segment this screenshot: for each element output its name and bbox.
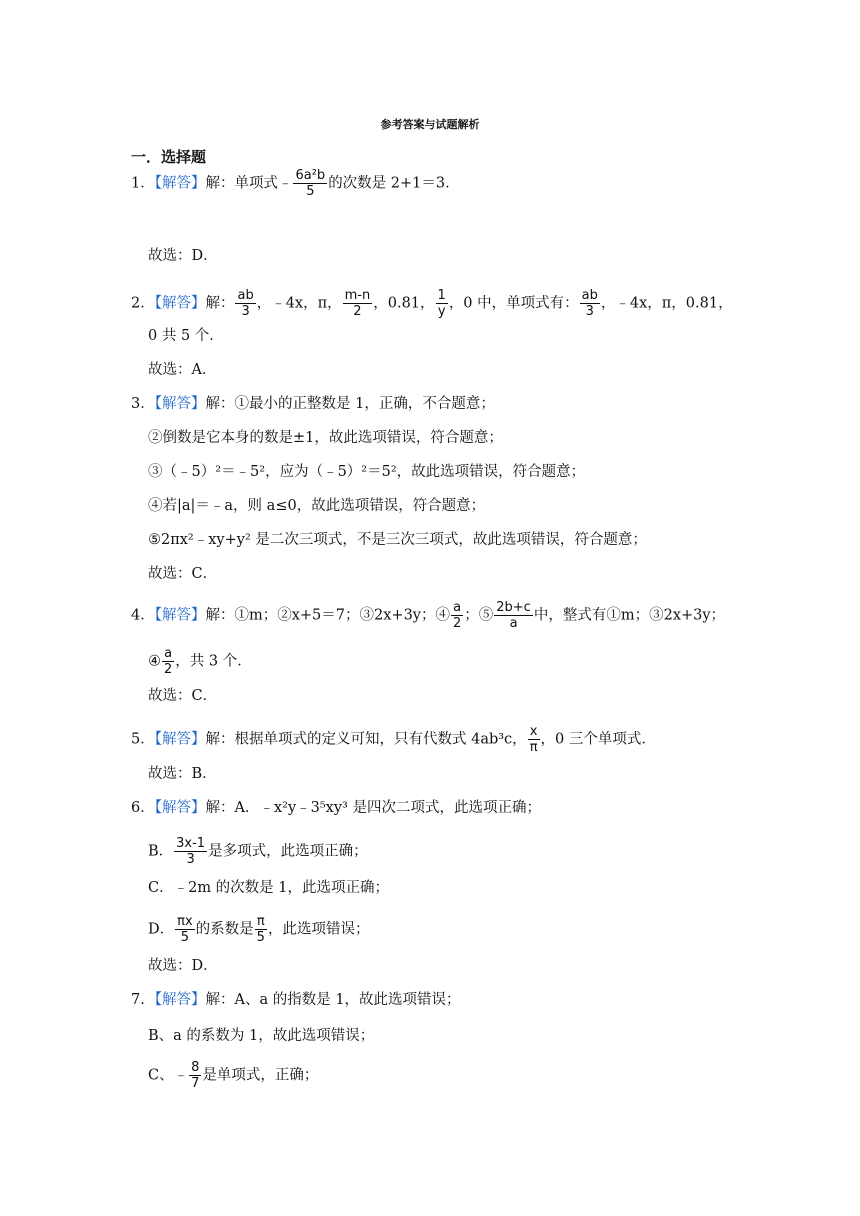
fraction: $\frac{x}{\pi}$ — [529, 724, 538, 755]
q7-line3: C、﹣ $\frac{8}{7}$ 是单项式，正确； — [148, 1060, 319, 1091]
fraction: $\frac{ab}{3}$ — [581, 288, 598, 319]
q1-answer: 故选：D． — [148, 248, 218, 264]
q7-line2: B、a 的系数为 1，故此选项错误； — [148, 1028, 375, 1044]
q6-line3: C．﹣2m 的次数是 1，此选项正确； — [148, 880, 390, 896]
q2-line: 2．【解答】解： $\frac{ab}{3}$ ，﹣4x，π， $\frac{m-n}{2}$ ，0.81， $\frac{1}{y}$ ，0 中，单项式有： $\frac{ab}{3}$ ，﹣4x，π，0.81， — [131, 288, 733, 319]
q7-line1: 7．【解答】解：A、a 的指数是 1，故此选项错误； — [131, 992, 461, 1008]
q6-line2: B． $\frac{3x-1}{3}$ 是多项式，此选项正确； — [148, 836, 368, 867]
fraction: $\frac{1}{y}$ — [437, 288, 446, 319]
fraction: $\frac{m-n}{2}$ — [344, 288, 371, 319]
answer-tag: 【解答】 — [154, 800, 206, 816]
q3-line2: ②倒数是它本身的数是±1，故此选项错误，符合题意； — [148, 430, 503, 446]
fraction: $\frac{a}{2}$ — [164, 646, 173, 677]
q4-line1: 4．【解答】解：①m；②x+5＝7；③2x+3y；④ $\frac{a}{2}$ ；⑤ $\frac{2b+c}{a}$ 中，整式有①m；③2x+3y； — [131, 600, 726, 631]
q5-answer: 故选：B． — [148, 766, 217, 782]
q3-line5: ⑤2πx²﹣xy+y² 是二次三项式，不是三次三项式，故此选项错误，符合题意； — [148, 532, 647, 548]
fraction: $\frac{\pi x}{5}$ — [177, 914, 193, 945]
q1-line: 1．【解答】解：单项式﹣ $\frac{\text{6a²b}}{5}$ 的次数是 2+1＝3． — [131, 168, 460, 199]
fraction: $\frac{2b+c}{a}$ — [496, 600, 531, 631]
q3-answer: 故选：C． — [148, 566, 218, 582]
q6-answer: 故选：D． — [148, 958, 218, 974]
answer-tag: 【解答】 — [154, 992, 206, 1008]
fraction: $\frac{\pi}{5}$ — [256, 914, 265, 945]
fraction: $\frac{8}{7}$ — [191, 1060, 200, 1091]
answer-tag: 【解答】 — [154, 396, 206, 412]
answer-tag: 【解答】 — [154, 295, 206, 312]
fraction: $\frac{a}{2}$ — [452, 600, 462, 631]
q4-line2: ④ $\frac{a}{2}$ ，共 3 个． — [148, 646, 252, 677]
section-heading: 一．选择题 — [131, 148, 207, 166]
fraction: $\frac{\text{6a²b}}{5}$ — [295, 168, 326, 199]
fraction: $\frac{ab}{3}$ — [237, 288, 254, 319]
q6-line4: D． $\frac{\pi x}{5}$ 的系数是 $\frac{\pi}{5}$ ，此选项错误； — [148, 914, 370, 945]
answer-tag: 【解答】 — [154, 607, 206, 624]
q2-answer: 故选：A． — [148, 362, 217, 378]
answer-tag: 【解答】 — [154, 731, 206, 748]
q3-line4: ④若|a|＝﹣a，则 a≤0，故此选项错误，符合题意； — [148, 498, 486, 514]
q3-line3: ③（﹣5）²＝﹣5²，应为（﹣5）²＝5²，故此选项错误，符合题意； — [148, 464, 586, 480]
fraction: $\frac{3x-1}{3}$ — [176, 836, 206, 867]
q2-line2: 0 共 5 个． — [148, 328, 224, 344]
q6-line1: 6．【解答】解：A．﹣x²y﹣3⁵xy³ 是四次二项式，此选项正确； — [131, 800, 541, 816]
page-title: 参考答案与试题解析 — [380, 118, 480, 131]
q4-answer: 故选：C． — [148, 688, 218, 704]
answer-tag: 【解答】 — [154, 175, 206, 192]
q5-line: 5．【解答】解：根据单项式的定义可知，只有代数式 4ab³c， $\frac{x}{\pi}$ ，0 三个单项式． — [131, 724, 656, 755]
q3-line1: 3．【解答】解：①最小的正整数是 1，正确，不合题意； — [131, 396, 495, 412]
